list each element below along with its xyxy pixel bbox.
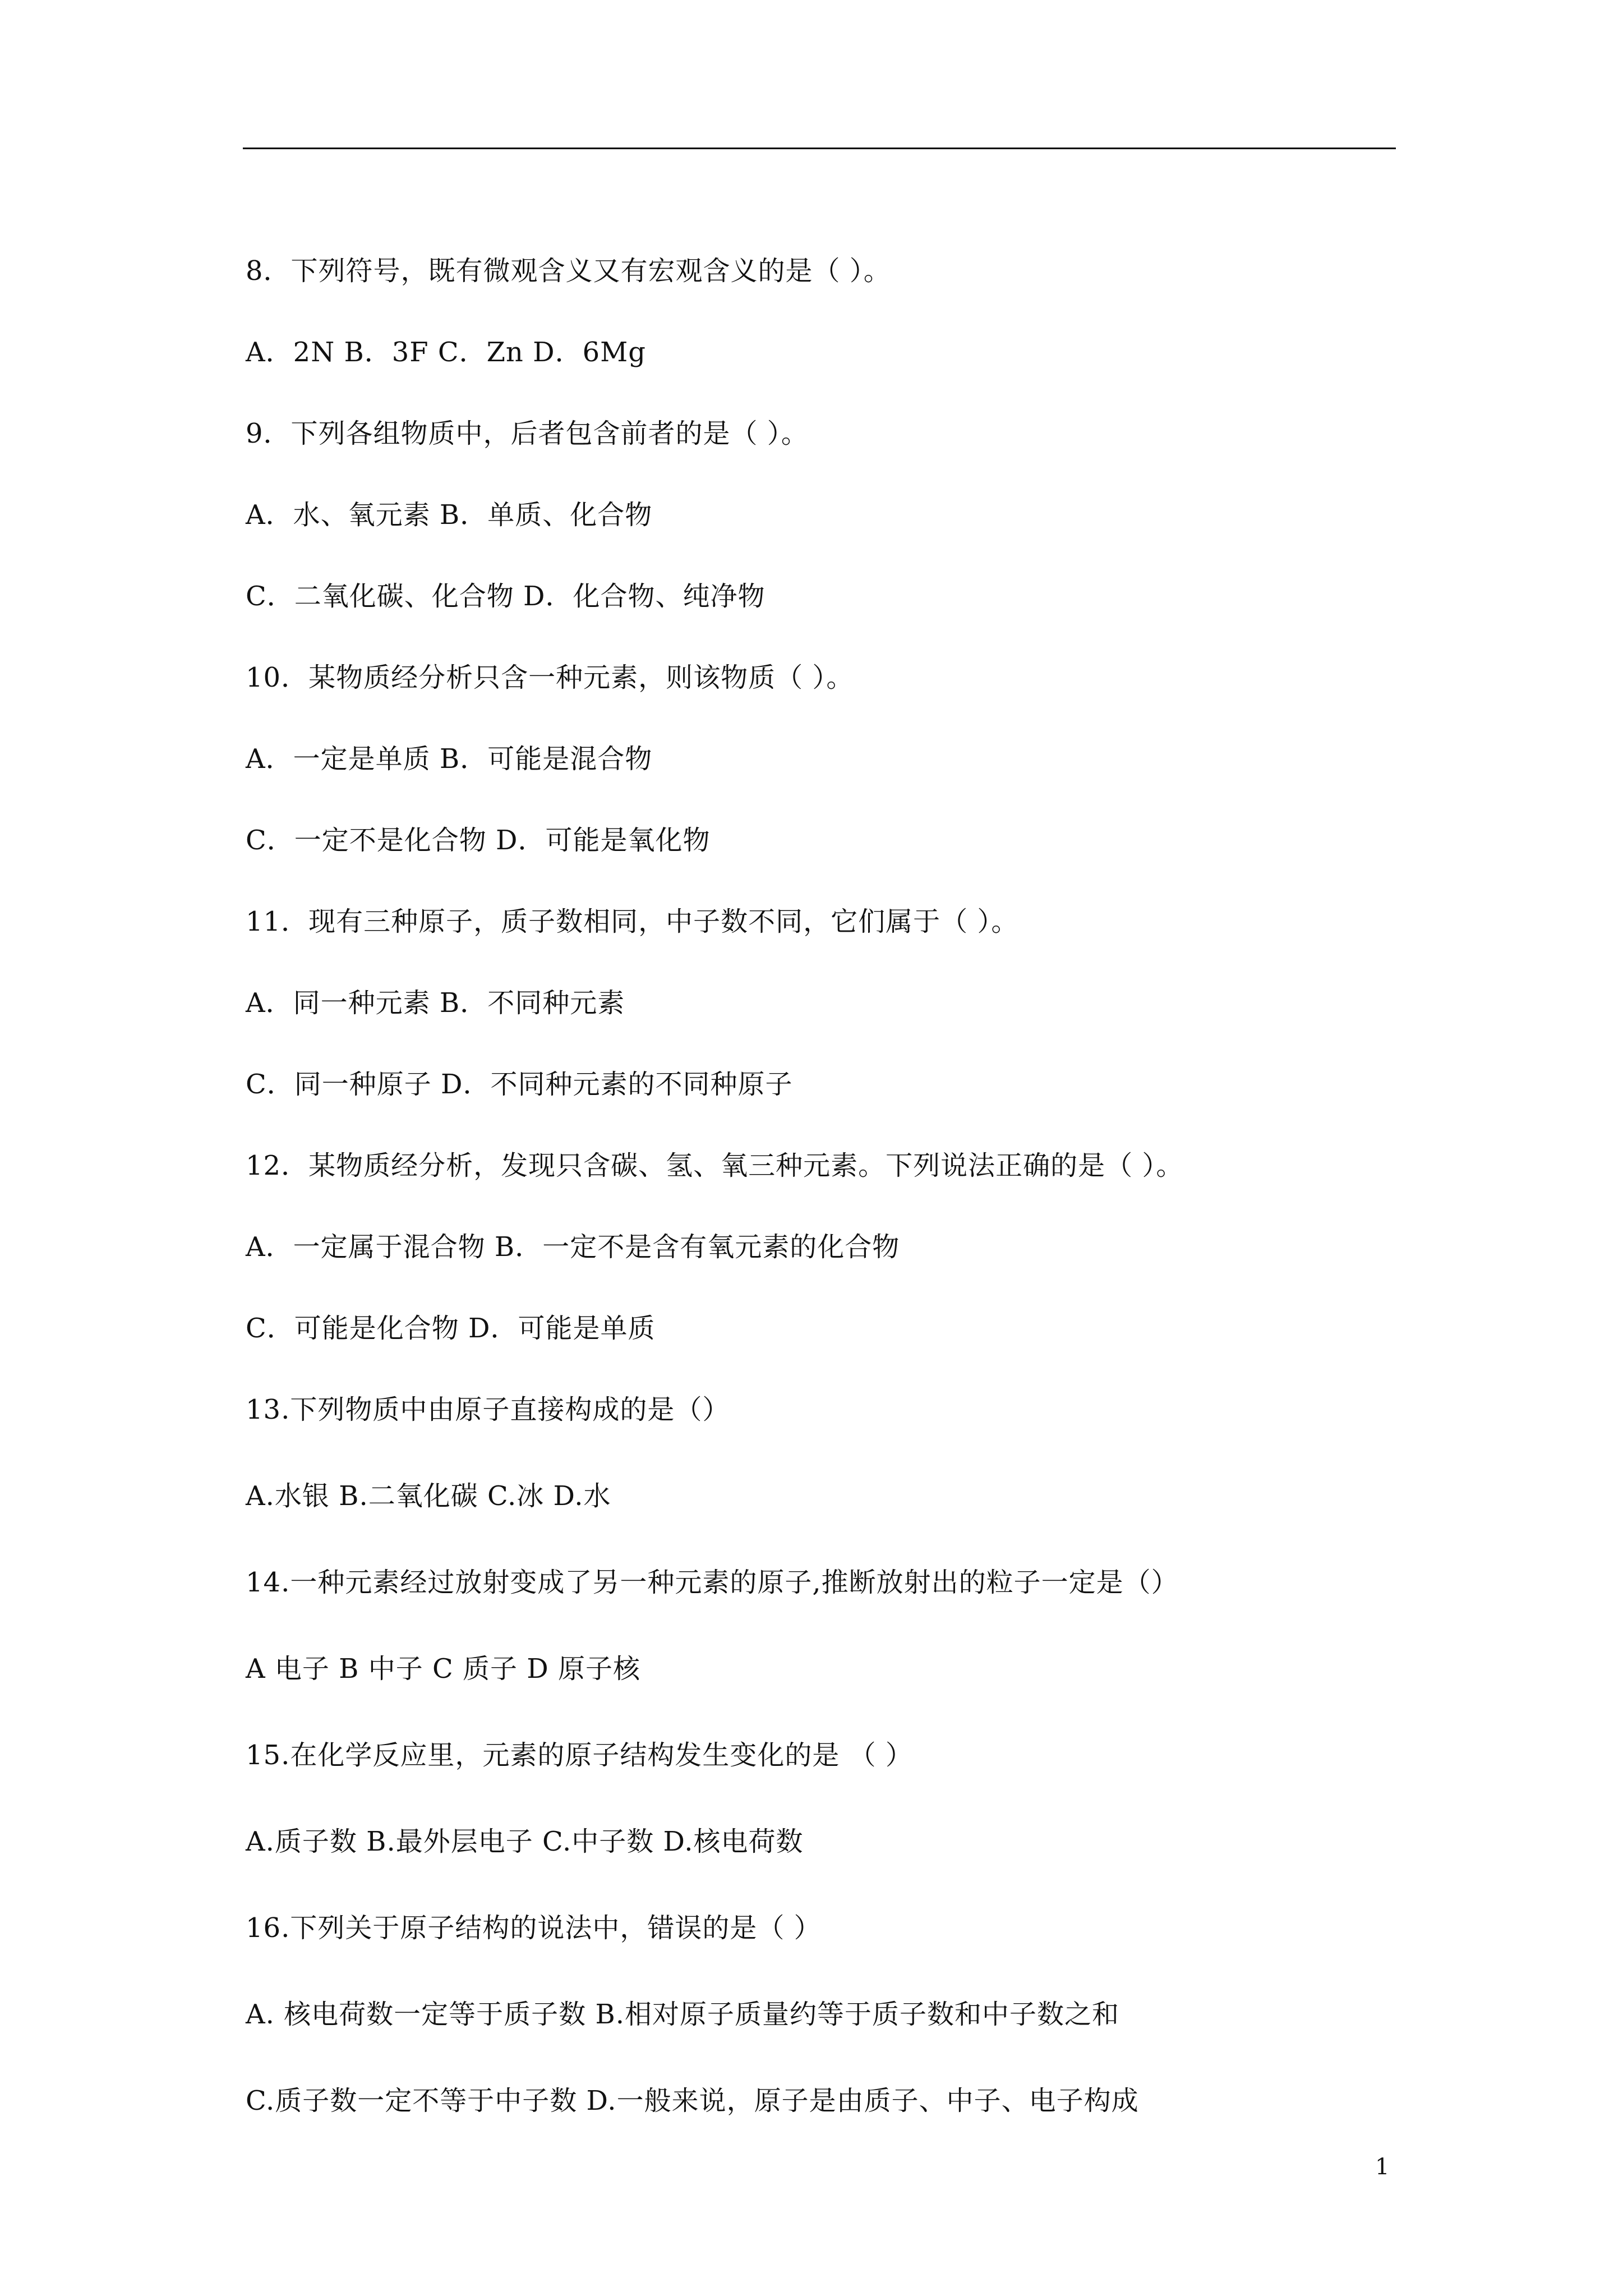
question-11-options-cd: C．同一种原子 D．不同种元素的不同种原子: [246, 1069, 793, 1100]
question-9-options-cd: C．二氧化碳、化合物 D．化合物、纯净物: [246, 581, 766, 612]
question-11-stem: 11．现有三种原子，质子数相同，中子数不同，它们属于（ ）。: [246, 906, 1019, 937]
question-15-options: A.质子数 B.最外层电子 C.中子数 D.核电荷数: [246, 1826, 804, 1857]
question-13-stem: 13.下列物质中由原子直接构成的是（）: [246, 1394, 730, 1425]
question-11-options-ab: A．同一种元素 B．不同种元素: [246, 987, 625, 1019]
question-14-stem: 14.一种元素经过放射变成了另一种元素的原子,推断放射出的粒子一定是（）: [246, 1567, 1179, 1598]
question-8-options: A．2N B．3F C．Zn D．6Mg: [246, 337, 646, 368]
question-14-options: A 电子 B 中子 C 质子 D 原子核: [246, 1653, 640, 1685]
question-16-stem: 16.下列关于原子结构的说法中，错误的是（ ）: [246, 1912, 822, 1944]
question-9-stem: 9．下列各组物质中，后者包含前者的是（ ）。: [246, 418, 809, 449]
question-12-options-cd: C．可能是化合物 D．可能是单质: [246, 1313, 656, 1344]
question-10-options-ab: A．一定是单质 B．可能是混合物: [246, 743, 653, 775]
question-13-options: A.水银 B.二氧化碳 C.冰 D.水: [246, 1480, 611, 1512]
question-15-stem: 15.在化学反应里，元素的原子结构发生变化的是 （ ）: [246, 1740, 913, 1771]
question-12-options-ab: A．一定属于混合物 B．一定不是含有氧元素的化合物: [246, 1231, 900, 1263]
question-16-options-cd: C.质子数一定不等于中子数 D.一般来说，原子是由质子、中子、电子构成: [246, 2085, 1139, 2116]
page-number: 1: [1375, 2154, 1390, 2180]
question-10-stem: 10．某物质经分析只含一种元素，则该物质（ ）。: [246, 662, 854, 693]
question-16-options-ab: A. 核电荷数一定等于质子数 B.相对原子质量约等于质子数和中子数之和: [246, 1999, 1119, 2030]
header-rule: [243, 148, 1396, 149]
question-8-stem: 8．下列符号，既有微观含义又有宏观含义的是（ ）。: [246, 255, 891, 287]
question-12-stem: 12．某物质经分析，发现只含碳、氢、氧三种元素。下列说法正确的是（ ）。: [246, 1150, 1184, 1181]
question-10-options-cd: C．一定不是化合物 D．可能是氧化物: [246, 825, 711, 856]
question-9-options-ab: A．水、氧元素 B．单质、化合物: [246, 499, 653, 531]
